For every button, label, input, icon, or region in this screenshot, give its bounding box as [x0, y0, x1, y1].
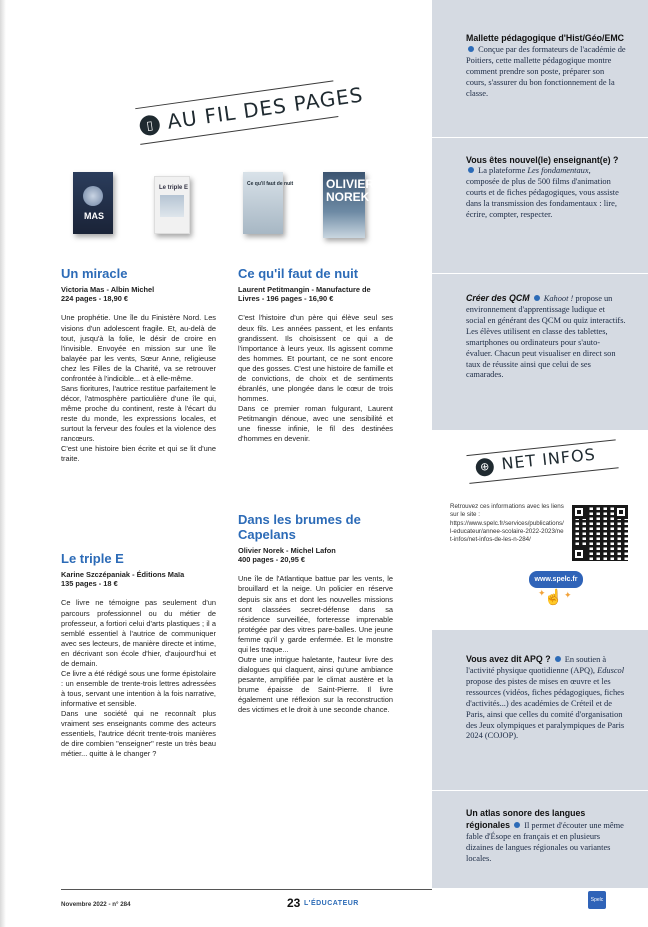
qr-finder: [572, 547, 586, 561]
article-author: Karine Szczépaniak - Éditions Maïa: [61, 569, 185, 579]
article-meta: 224 pages - 18,90 €: [61, 294, 128, 304]
bullet-dot-icon: [468, 46, 474, 52]
qr-finder: [572, 505, 586, 519]
article-body: [238, 574, 393, 715]
bullet-dot-icon: [534, 295, 540, 301]
sidebar-heading: Un atlas sonore des langues régionales: [466, 808, 586, 830]
article-paragraph: Ce livre ne témoigne pas seulement d'un parcours professionnel ou du métier de professeur, a fortiori celui d'arts plastiques ; il a semblé essentiel à l'autrice de communiquer avec ses lecteurs, de manière directe et intime, en décrivant son école d'hier, d'aujourd'hui et de demain.: [61, 598, 216, 668]
book-icon: ▯: [138, 114, 161, 137]
article-paragraph: Ce livre a été rédigé sous une forme épistolaire : un ensemble de trente-trois lettres adressées à tous, servant une intention à la fois narrative, informative et sensible.: [61, 668, 216, 709]
cover-label: OLIVIER NOREK: [326, 177, 375, 205]
article-ce-qu-il-faut-de-nuit: [238, 267, 393, 444]
net-infos-text: [450, 503, 565, 545]
sidebar-divider: [432, 790, 648, 791]
article-paragraph: Une île de l'Atlantique battue par les vents, le brouillard et la neige. Un policier en réserve depuis six ans et dont les nouvelles missions sont classées secret-défense dans sa résidence surveillée, forteresse imprenable protégée par des vitres pare-balles. Une jeune femme qu'il y garde enfermée. Et le monstre qui les traque...: [238, 574, 393, 654]
article-author: Olivier Norek - Michel Lafon: [238, 545, 336, 555]
qr-finder: [614, 505, 628, 519]
net-infos-box: [432, 430, 648, 630]
net-infos-url[interactable]: https://www.spelc.fr/services/publications/l-educateur/annee-scolaire-2022-2023/net-infos/net-infos-de-les-n-284/: [450, 519, 564, 544]
sidebar-mallette: [466, 33, 626, 100]
article-body: [238, 313, 393, 444]
net-infos-intro: Retrouvez ces informations avec les liens sur le site :: [450, 503, 564, 519]
sidebar-text: La plateforme: [478, 166, 528, 176]
article-paragraph: Une prophétie. Une île du Finistère Nord. Les visions d'un adolescent fragile. Et, au-delà de tout, jusqu'à la folie, le désir de croire en l'invisible. Envoyée en mission sur une île balayée par les vents, Sœur Anne, religieuse chez les Filles de la Charité, va se retrouver confrontée à l'indicible... et à elle-même.: [61, 313, 216, 383]
sidebar-qcm: [466, 293, 626, 381]
article-title: Ce qu'il faut de nuit: [238, 266, 359, 281]
spelc-logo: Spelc: [588, 891, 606, 909]
sidebar-text: propose des pistes de mises en œuvre et les ressources (vidéos, fiches pédagogiques, fiches d'activités...) des académies de Créteil et de Paris, ainsi que celles du comité d'organisation des Jeux olympiques et paralympiques de Paris 2024 (COJOP).: [466, 676, 625, 741]
spelc-link-button[interactable]: www.spelc.fr: [529, 571, 583, 588]
cover-un-miracle: [73, 172, 113, 234]
sidebar-heading: Vous avez dit APQ ?: [466, 654, 551, 664]
globe-icon: ⊕: [475, 457, 495, 477]
sidebar-emphasis: Les fondamentaux: [527, 166, 589, 176]
cover-picture: [160, 195, 184, 217]
page-edge: [0, 0, 6, 927]
hand-cursor-icon: ☝: [544, 589, 563, 606]
footer-rule: [61, 889, 432, 890]
article-meta: 135 pages - 18 €: [61, 579, 118, 589]
cover-dans-les-brumes: [323, 172, 375, 238]
cover-label: Le triple E: [159, 185, 189, 191]
magazine-name: L'ÉDUCATEUR: [304, 900, 359, 907]
article-paragraph: Sans fioritures, l'autrice restitue parfaitement le décor, l'atmosphère particulière d'une île qui, même proche du continent, reste à l'écart du reste du monde, les expressions locales, et surtout la ferveur des foules et la violence des rancœurs.: [61, 383, 216, 444]
cover-label: MAS: [84, 211, 104, 221]
sidebar-text: propose un environnement d'apprentissage ludique et social en générant des QCM ou quiz interactifs. Les élèves utilisent en classe des tablettes, smartphones ou ordinateurs pour s'auto-évaluer. Chacun peut visualiser en direct son taux de réussite ainsi que celui de ses camarades.: [466, 294, 626, 380]
article-le-triple-e: [61, 552, 216, 759]
section-banner: [135, 80, 365, 147]
sidebar-heading: Vous êtes nouvel(le) enseignant(e) ?: [466, 155, 619, 165]
sidebar-apq: [466, 654, 626, 742]
section-title: AU FIL DES PAGES: [165, 82, 365, 134]
article-paragraph: Dans une société qui ne reconnaît plus vraiment ses enseignants comme des acteurs essentiels, l'autrice décrit trente-trois manières de dire combien "enseigner" reste un très beau métier... quitte à le changer ?: [61, 709, 216, 759]
sidebar-text: Conçue par des formateurs de l'académie de Poitiers, cette mallette pédagogique montre comment prendre son poste, préparer son cours, s'assurer du bon fonctionnement de la classe.: [466, 44, 626, 98]
sidebar-emphasis: Eduscol: [597, 665, 625, 675]
sidebar-divider: [432, 137, 648, 138]
net-infos-banner: [466, 439, 618, 485]
bullet-dot-icon: [514, 822, 520, 828]
article-author: Laurent Petitmangin - Manufacture de Livres - 196 pages - 16,90 €: [238, 284, 371, 304]
footer-issue-date: Novembre 2022 - n° 284: [61, 901, 131, 908]
spark-icon: ✦: [564, 590, 572, 600]
article-body: [61, 598, 216, 759]
page-number: 23: [287, 896, 301, 910]
bullet-dot-icon: [468, 167, 474, 173]
moon-icon: [83, 186, 103, 206]
sidebar-emphasis: Kahoot !: [543, 294, 574, 303]
article-title: Un miracle: [61, 266, 128, 281]
article-un-miracle: [61, 267, 216, 464]
sidebar-atlas: [466, 808, 626, 865]
article-paragraph: C'est l'histoire d'un père qui élève seul ses deux fils. Les années passent, et les enfants grandissent. Ils choisissent ce qui a de l'importance à leurs yeux. Ils agissent comme des hommes. Et pourtant, ce ne sont encore que des gosses. C'est une histoire de famille et de convictions, de choix et de sentiments ébranlés, une plongée dans le cœur de trois hommes.: [238, 313, 393, 403]
article-dans-les-brumes: [238, 513, 393, 715]
sidebar-heading: Créer des QCM: [466, 293, 530, 303]
sidebar-text: Il permet d'écouter une même fable d'Ésope en français et en plusieurs dizaines de langues régionales ou variantes locales.: [466, 820, 624, 863]
cover-ce-qu-il-faut-de-nuit: [243, 172, 294, 234]
sidebar-divider: [432, 273, 648, 274]
article-paragraph: C'est une histoire bien écrite et qui se lit d'une traite.: [61, 444, 216, 464]
bullet-dot-icon: [555, 656, 561, 662]
article-paragraph: Dans ce premier roman fulgurant, Laurent Petitmangin dénoue, avec une sensibilité et une finesse infinie, le fil des destinées d'hommes en devenir.: [238, 404, 393, 444]
cover-label: Ce qu'il faut de nuit: [247, 181, 294, 187]
article-title: Dans les brumes de Capelans: [238, 512, 361, 542]
article-meta: 400 pages - 20,95 €: [238, 555, 305, 565]
sidebar-text: En soutien à l'activité physique quotidienne (APQ),: [466, 655, 607, 675]
sidebar-nouvel-enseignant: [466, 155, 626, 221]
sidebar-heading: Mallette pédagogique d'Hist/Géo/EMC: [466, 33, 625, 43]
article-body: [61, 313, 216, 464]
article-title: Le triple E: [61, 551, 124, 566]
article-paragraph: Outre une intrigue haletante, l'auteur livre des dialogues qui claquent, ainsi qu'une ambiance pesante, amplifiée par le climat austère et la brume épaisse de Saint-Pierre. Il livre également une réflexion sur la reconstruction des victimes et le droit à une seconde chance.: [238, 654, 393, 715]
sidebar-text: , composée de plus de 500 films d'animation courts et de fiches pédagogiques, vous assiste dans la transmission des fondamentaux : lire, écrire, compter, respecter.: [466, 166, 619, 220]
qr-code-icon[interactable]: [572, 505, 628, 561]
article-author: Victoria Mas - Albin Michel: [61, 284, 155, 294]
net-infos-title: NET INFOS: [500, 444, 597, 474]
spark-icon: ✦: [538, 588, 546, 598]
cover-le-triple-e: [154, 176, 190, 234]
